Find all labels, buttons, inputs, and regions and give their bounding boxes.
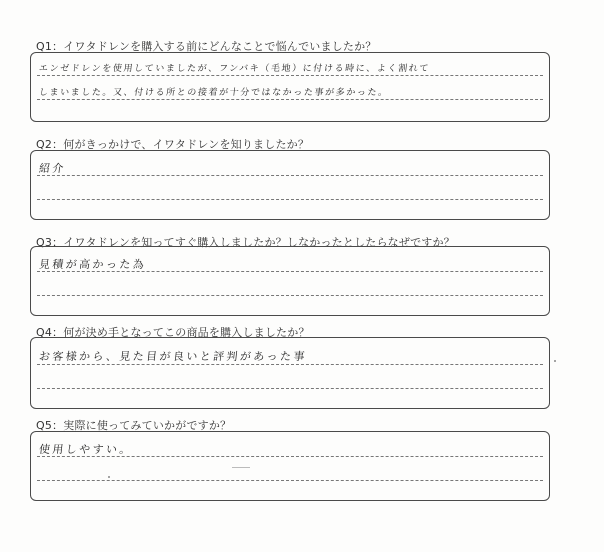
answer-5-line-1: 使用しやすい。 — [38, 443, 134, 456]
answer-box-2 — [30, 150, 550, 220]
answer-box-5 — [30, 431, 550, 501]
answer-4-line-1: お客様から、見た目が良いと評判があった事 — [38, 350, 308, 363]
question-2-label: Q2：何がきっかけで、イワタドレンを知りましたか？ — [36, 138, 310, 151]
scan-speck — [554, 360, 556, 362]
answer-1-line-2: しまいました。又、付ける所との接着が十分ではなかった事が多かった。 — [38, 88, 390, 98]
question-4-label: Q4：何が決め手となってこの商品を購入しましたか？ — [36, 326, 310, 339]
question-5-label: Q5：実際に使ってみていかがですか？ — [36, 419, 232, 432]
answer-2-line-1: 紹介 — [38, 162, 67, 175]
answer-3-line-1: 見積が高かった為 — [38, 258, 147, 271]
answer-box-4 — [30, 337, 550, 409]
question-1-label: Q1：イワタドレンを購入する前にどんなことで悩んでいましたか？ — [36, 40, 377, 53]
answer-box-1 — [30, 52, 550, 122]
scan-speck — [232, 467, 250, 468]
answer-box-3 — [30, 246, 550, 316]
scan-speck — [108, 476, 110, 478]
question-3-label: Q3：イワタドレンを知ってすぐ購入しましたか？しなかったとしたらなぜですか？ — [36, 236, 455, 249]
answer-1-line-1: エンゼドレンを使用していましたが、フンバキ（毛地）に付ける時に、よく割れて — [38, 64, 431, 74]
